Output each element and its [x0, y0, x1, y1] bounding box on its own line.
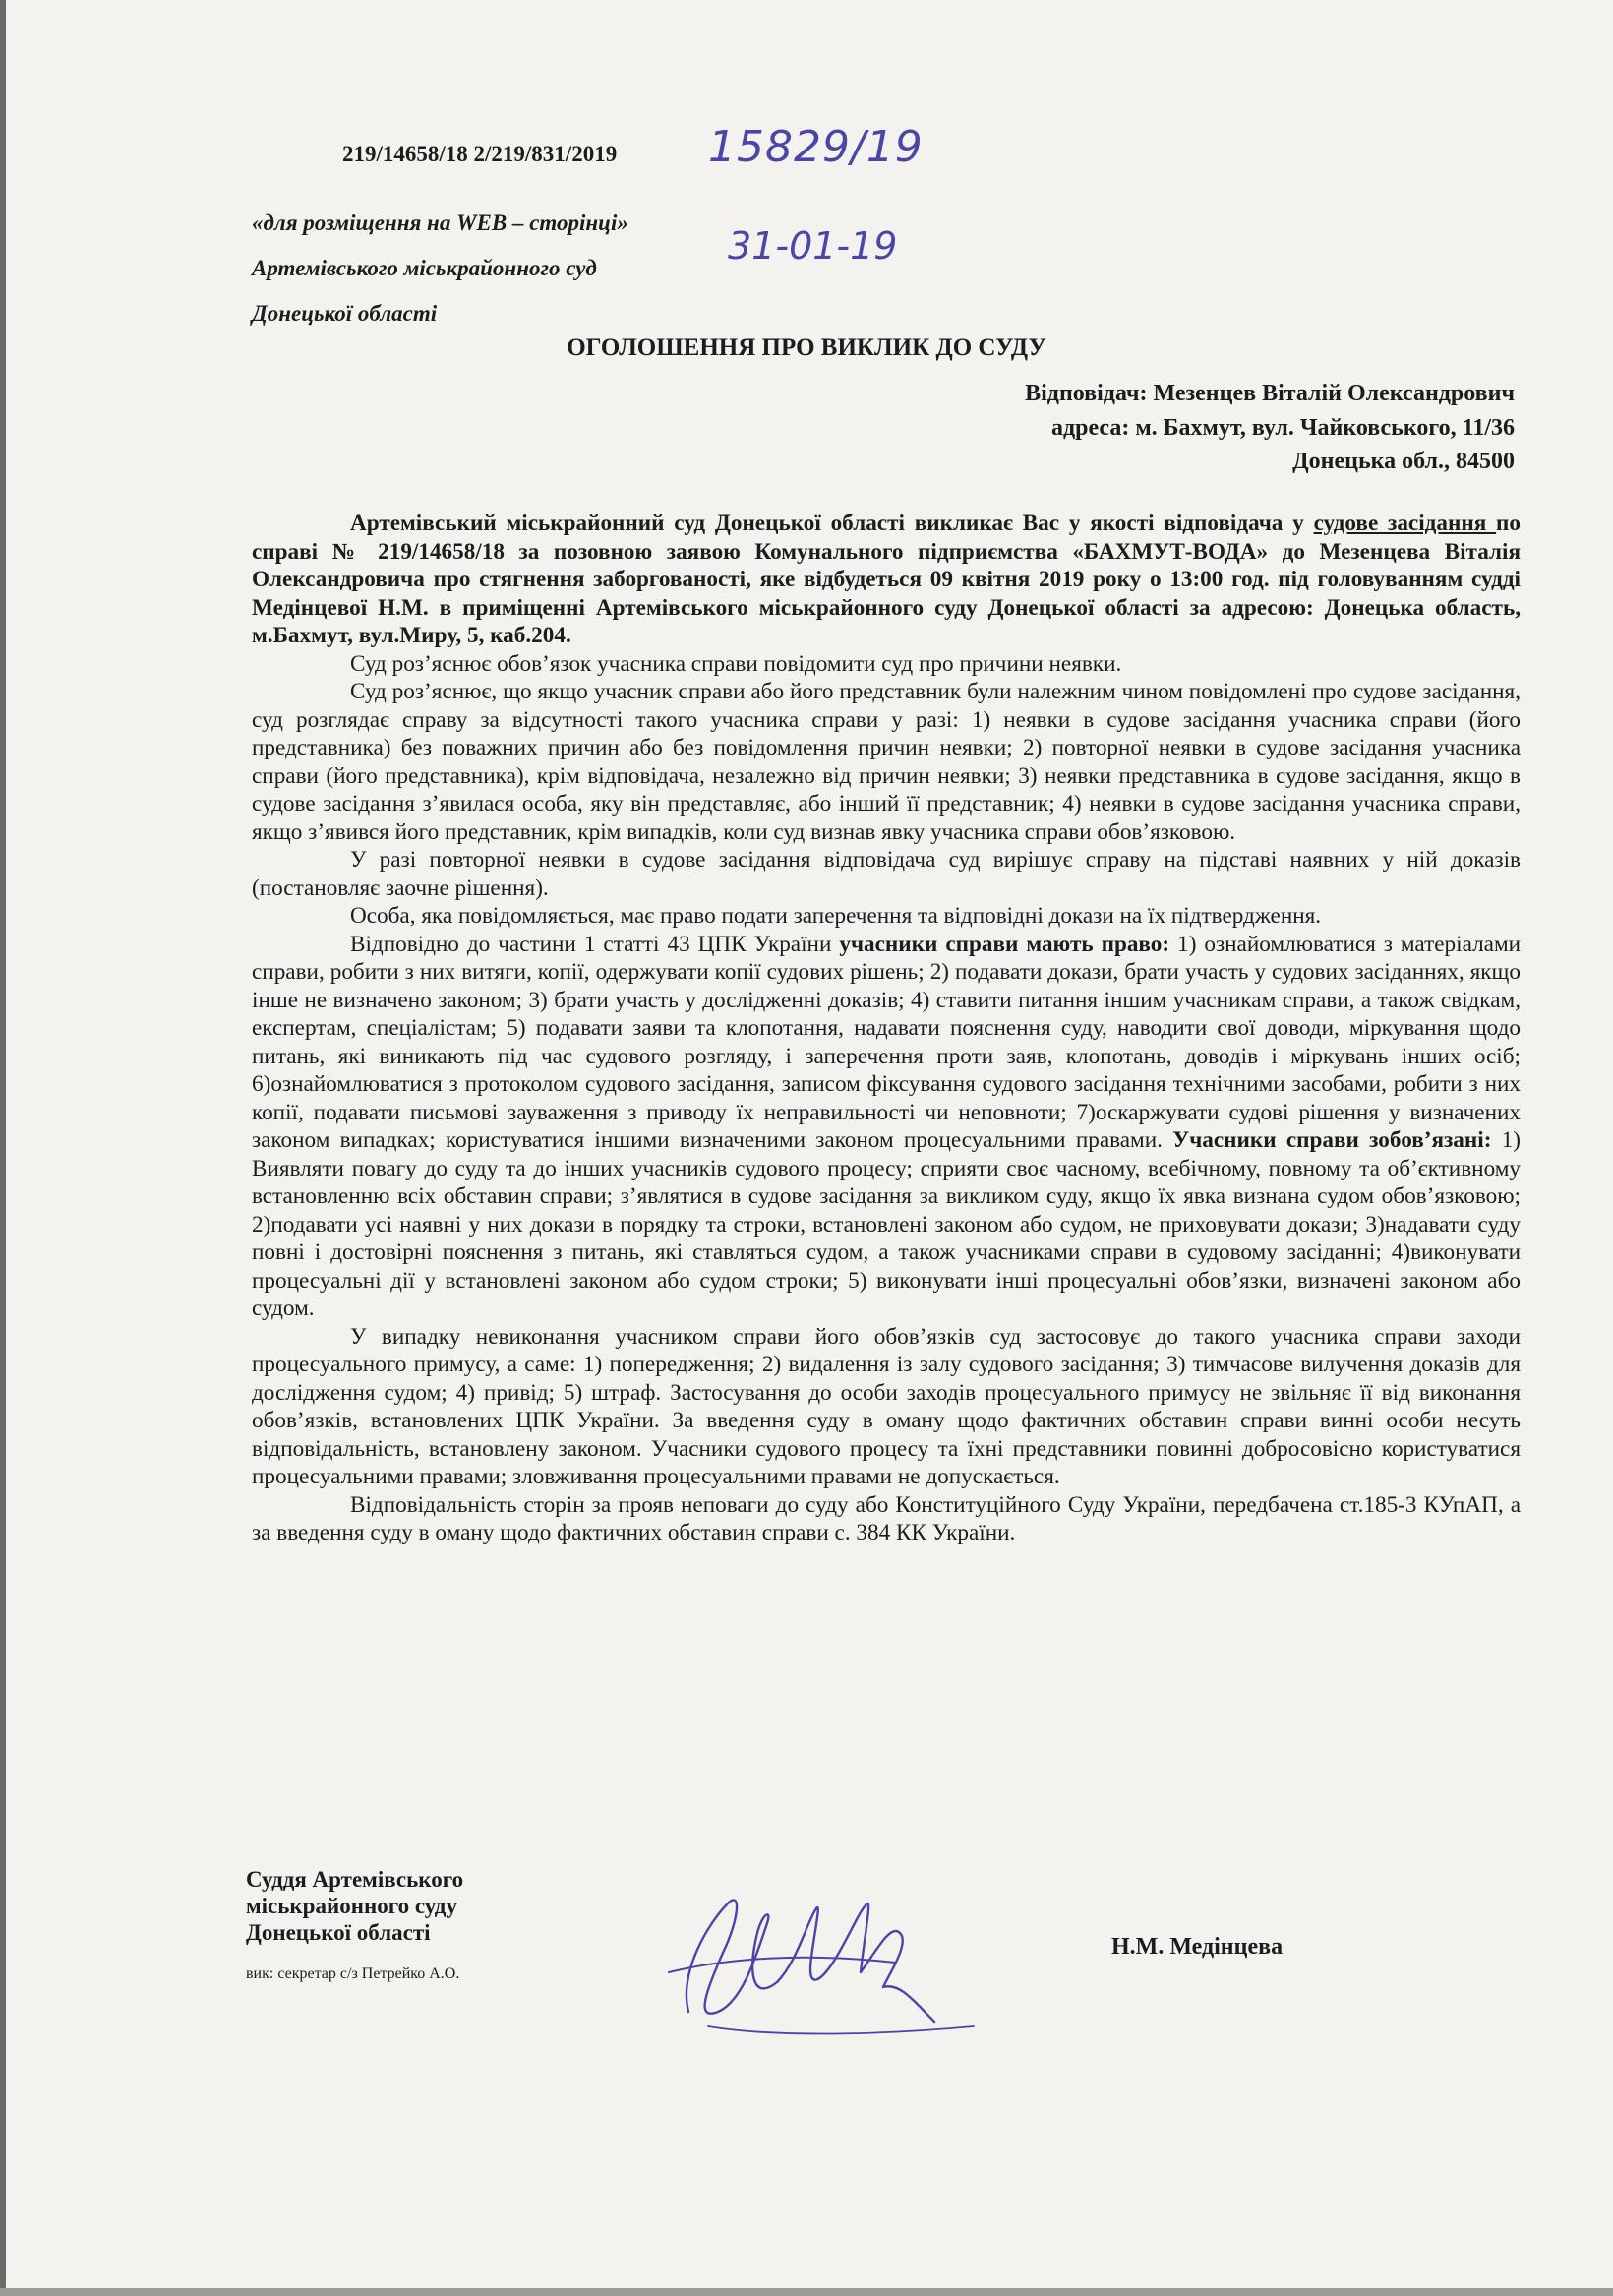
judge-title-line3: Донецької області — [246, 1920, 431, 1945]
judge-title-line1: Суддя Артемівського — [246, 1867, 464, 1892]
judge-title-block — [246, 1866, 463, 1946]
handwritten-date: 31-01-19 — [728, 224, 898, 268]
rights-heading: учасники справи мають право: — [839, 931, 1170, 957]
handwritten-number: 15829/19 — [708, 122, 924, 172]
case-numbers: 219/14658/18 2/219/831/2019 — [342, 142, 618, 166]
paragraph-liability: Відповідальність сторін за прояв неповаги до суду або Конституційного Суду України, передбачена ст.185-3 КУпАП, а за введення суду в оману щодо фактичних обставин справи с. 384 КК України. — [252, 1491, 1521, 1545]
summons-text-end: по справі № 219/14658/18 за позовною заявою Комунального підприємства «БАХМУТ-ВОДА» до Мезенцева Віталія Олександровича про стягнення заборгованості, яке відбудеться 09 квітня 2019 року о 13:00 год. під головуванням судді Медінцевої Н.М. в приміщенні Артемівського міськрайонного суду Донецької області за адресою: Донецька область, м.Бахмут, вул.Миру, 5, каб.204. — [252, 511, 1521, 648]
duties-heading: Учасники справи зобов’язані: — [1172, 1127, 1492, 1153]
summons-text-start: Артемівський міськрайонний суд Донецької області викликає Вас у якості відповідача у — [350, 511, 1314, 536]
court-name-line2: Донецької області — [252, 301, 438, 326]
summons-paragraph — [252, 510, 1521, 650]
respondent-region: Донецька обл., 84500 — [1292, 449, 1515, 474]
scan-edge-bottom — [0, 2288, 1613, 2296]
paragraph-coercion: У випадку невиконання учасником справи його обов’язків суд застосовує до такого учасника справи заходи процесуального примусу, а саме: 1) попередження; 2) видалення із залу судового засідання; 3) тимчасове вилучення доказів для дослідження судом; 4) привід; 5) штраф. Застосування до особи заходів процесуального примусу не звільняє її від виконання обов’язків, встановлених ЦПК України. За введення суду в оману щодо фактичних обставин справи винні особи несуть відповідальність, встановлену законом. Учасники судового процесу та їхні представники повинні добросовісно користуватися процесуальними правами; зловживання процесуальними правами не допускається. — [252, 1323, 1521, 1489]
respondent-name: Відповідач: Мезенцев Віталій Олександрович — [1025, 381, 1515, 406]
court-hearing-underlined: судове засідання — [1313, 511, 1497, 536]
web-note: «для розміщення на WEB – сторінці» — [252, 211, 628, 235]
duties-list: 1) Виявляти повагу до суду та до інших учасників судового процесу; сприяти своє часному, всебічному, повному та об’єктивному встановленню всіх обставин справи; з’являтися в судове засідання за викликом суду, якщо їх явка визнана судом обов’язковою; 2)подавати усі наявні у них докази в порядку та строки, встановлені законом або судом, не приховувати докази; 3)надавати суду повні і достовірні пояснення з питань, які ставляться судом, а також учасниками справи в судовому засіданні; 4)виконувати процесуальні дії у встановлені законом або судом строки; 5) виконувати інші процесуальні обов’язки, визначені законом або судом. — [252, 1127, 1522, 1321]
paragraph-absence-duty: Суд роз’яснює обов’язок учасника справи повідомити суд про причини неявки. — [350, 650, 1122, 677]
handwritten-signature — [649, 1864, 984, 2051]
judge-title-line2: міськрайонного суду — [246, 1894, 457, 1918]
court-name-line1: Артемівського міськрайонного суд — [252, 256, 597, 280]
respondent-address: адреса: м. Бахмут, вул. Чайковського, 11/36 — [1050, 415, 1515, 441]
paragraph-repeat-absence: У разі повторної неявки в судове засідання відповідача суд вирішує справу на підставі наявних у ній доказів (постановляє заочне рішення). — [252, 847, 1521, 901]
document-title: ОГОЛОШЕННЯ ПРО ВИКЛИК ДО СУДУ — [567, 334, 1046, 361]
judge-name: Н.М. Медінцева — [1111, 1934, 1284, 1960]
paragraph-objection-right: Особа, яка повідомляється, має право подати заперечення та відповідні докази на їх підтвердження. — [350, 903, 1322, 929]
document-body — [252, 510, 1521, 1547]
rights-list: 1) ознайомлюватися з матеріалами справи, робити з них витяги, копії, одержувати копії судових рішень; 2) подавати докази, брати участь у судових засіданнях, якщо інше не визначено законом; 3) брати участь у дослідженні доказів; 4) ставити питання іншим учасникам справи, а також свідкам, експертам, спеціалістам; 5) подавати заяви та клопотання, надавати пояснення суду, наводити свої доводи, міркування щодо питань, які виникають під час судового розгляду, і заперечення проти заяв, клопотань, доводів і міркувань інших осіб; 6)ознайомлюватися з протоколом судового засідання, записом фіксування судового засідання технічними засобами, робити з них копії, подавати письмові зауваження з приводу їх неправильності чи неповноти; 7)оскаржувати судові рішення у визначених законом випадках; користуватися іншими визначеними законом процесуальними правами. — [252, 931, 1522, 1153]
paragraph-absence-rules: Суд роз’яснює, що якщо учасник справи або його представник були належним чином повідомлені про судове засідання, суд розглядає справу за відсутності такого учасника справи у разі: 1) неявки в судове засідання учасника справи (його представника) без поважних причин або без повідомлення причин неявки; 2) повторної неявки в судове засідання учасника справи (його представника), крім відповідача, незалежно від причин неявки; 3) неявки представника в судове засідання, якщо в судове засідання з’явилася особа, яку він представляє, або інший її представник; 4) неявки в судове засідання учасника справи, якщо з’явився його представник, крім випадків, коли суд визнав явку учасника справи обов’язковою. — [252, 679, 1521, 845]
paragraph-rights-duties — [252, 931, 1521, 1323]
rights-intro: Відповідно до частини 1 статті 43 ЦПК України — [350, 931, 840, 957]
clerk-note: вик: секретар с/з Петрейко А.О. — [246, 1965, 460, 1982]
